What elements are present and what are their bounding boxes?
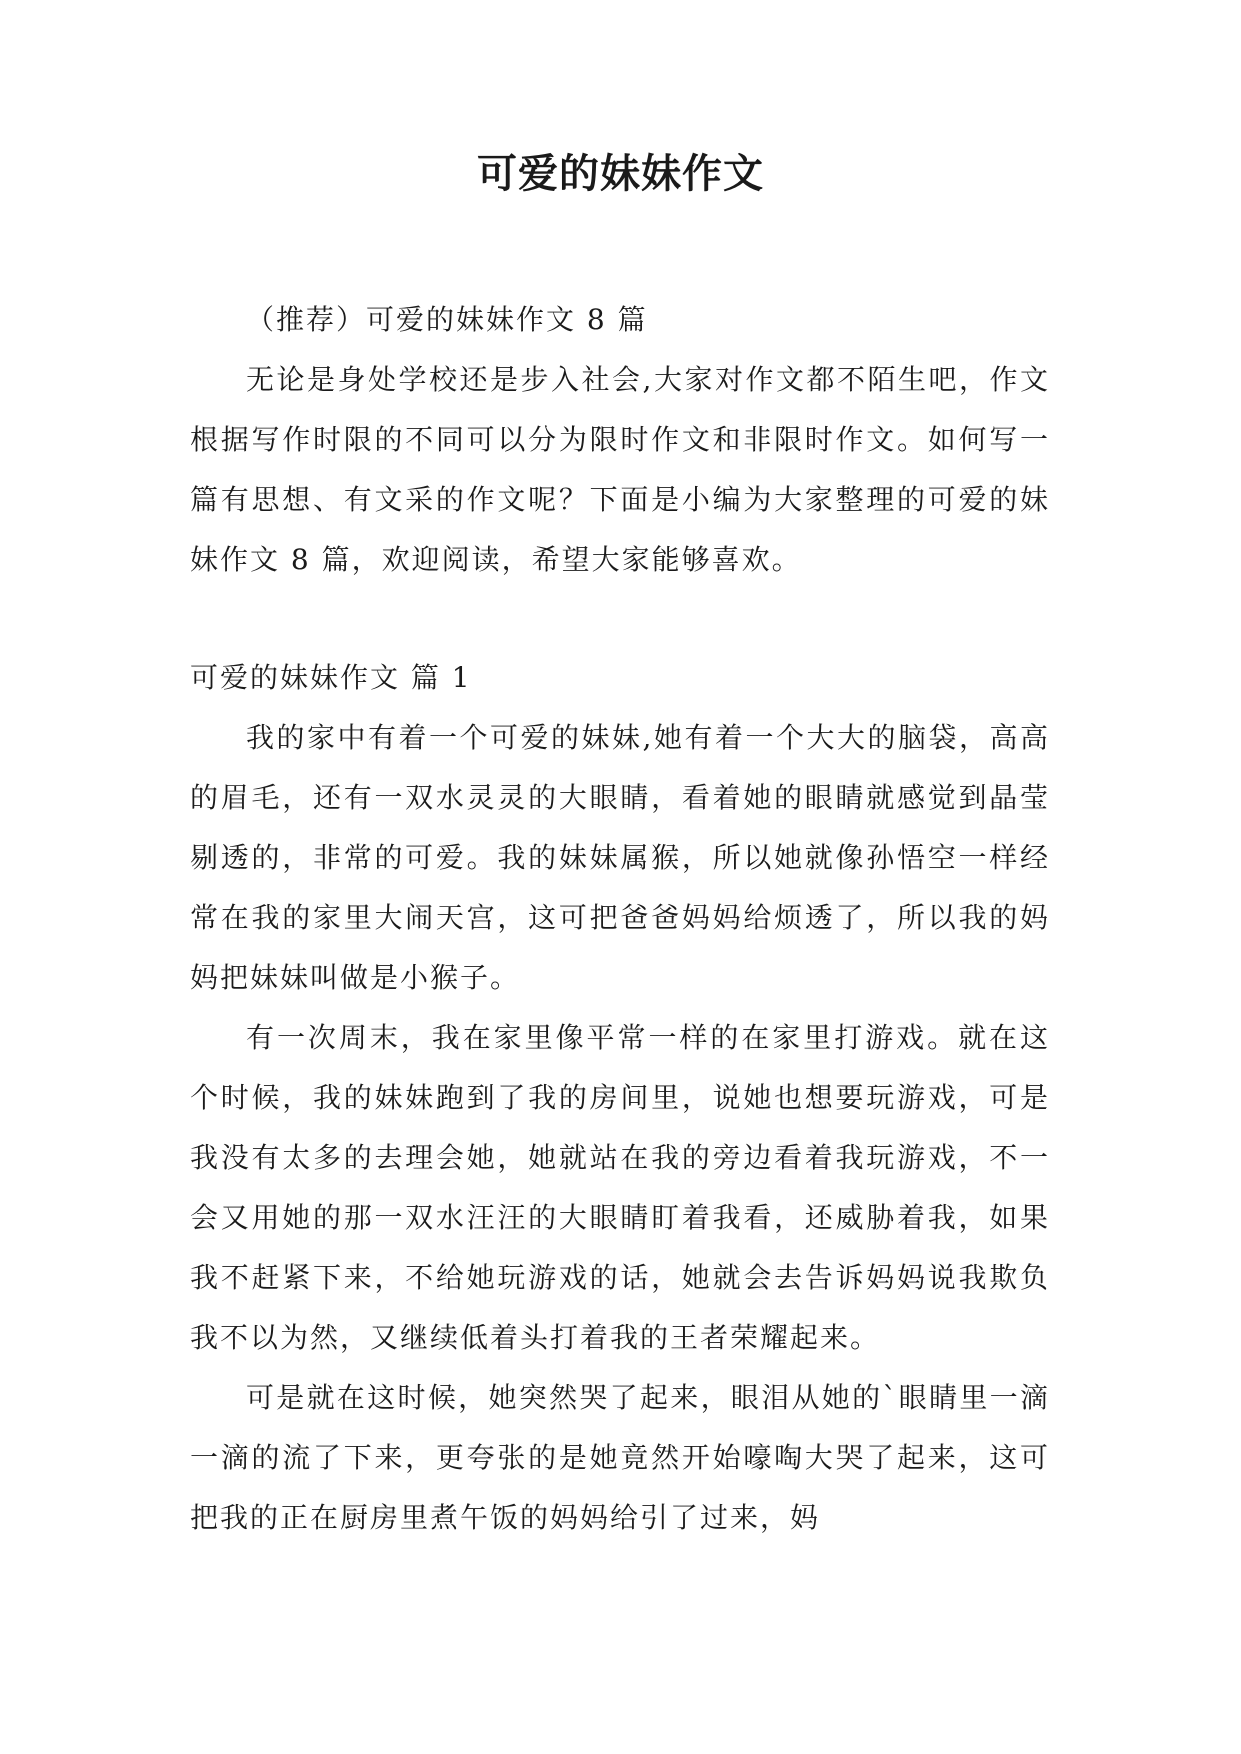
body-paragraph: 有一次周末，我在家里像平常一样的在家里打游戏。就在这个时候，我的妹妹跑到了我的房间里，说她也想要玩游戏，可是我没有太多的去理会她，她就站在我的旁边看着我玩游戏，不一会又用她的那一双水汪汪的大眼睛盯着我看，还威胁着我，如果我不赶紧下来，不给她玩游戏的话，她就会去告诉妈妈说我欺负我不以为然，又继续低着头打着我的王者荣耀起来。 bbox=[190, 1021, 1050, 1354]
document-subtitle: （推荐）可爱的妹妹作文 8 篇 bbox=[246, 303, 648, 336]
document-title: 可爱的妹妹作文 bbox=[477, 150, 764, 197]
body-paragraph: 我的家中有着一个可爱的妹妹,她有着一个大大的脑袋，高高的眉毛，还有一双水灵灵的大眼睛，看着她的眼睛就感觉到晶莹剔透的，非常的可爱。我的妹妹属猴，所以她就像孙悟空一样经常在我的家里大闹天宫，这可把爸爸妈妈给烦透了，所以我的妈妈把妹妹叫做是小猴子。 bbox=[190, 721, 1050, 994]
section-heading: 可爱的妹妹作文 篇 1 bbox=[190, 661, 472, 694]
document-body bbox=[190, 290, 1050, 1548]
intro-paragraph: 无论是身处学校还是步入社会,大家对作文都不陌生吧，作文根据写作时限的不同可以分为限时作文和非限时作文。如何写一篇有思想、有文采的作文呢？下面是小编为大家整理的可爱的妹妹作文 8 篇，欢迎阅读，希望大家能够喜欢。 bbox=[190, 363, 1050, 576]
body-paragraph: 可是就在这时候，她突然哭了起来，眼泪从她的`眼睛里一滴一滴的流了下来，更夸张的是她竟然开始嚎啕大哭了起来，这可把我的正在厨房里煮午饭的妈妈给引了过来，妈 bbox=[190, 1381, 1050, 1534]
